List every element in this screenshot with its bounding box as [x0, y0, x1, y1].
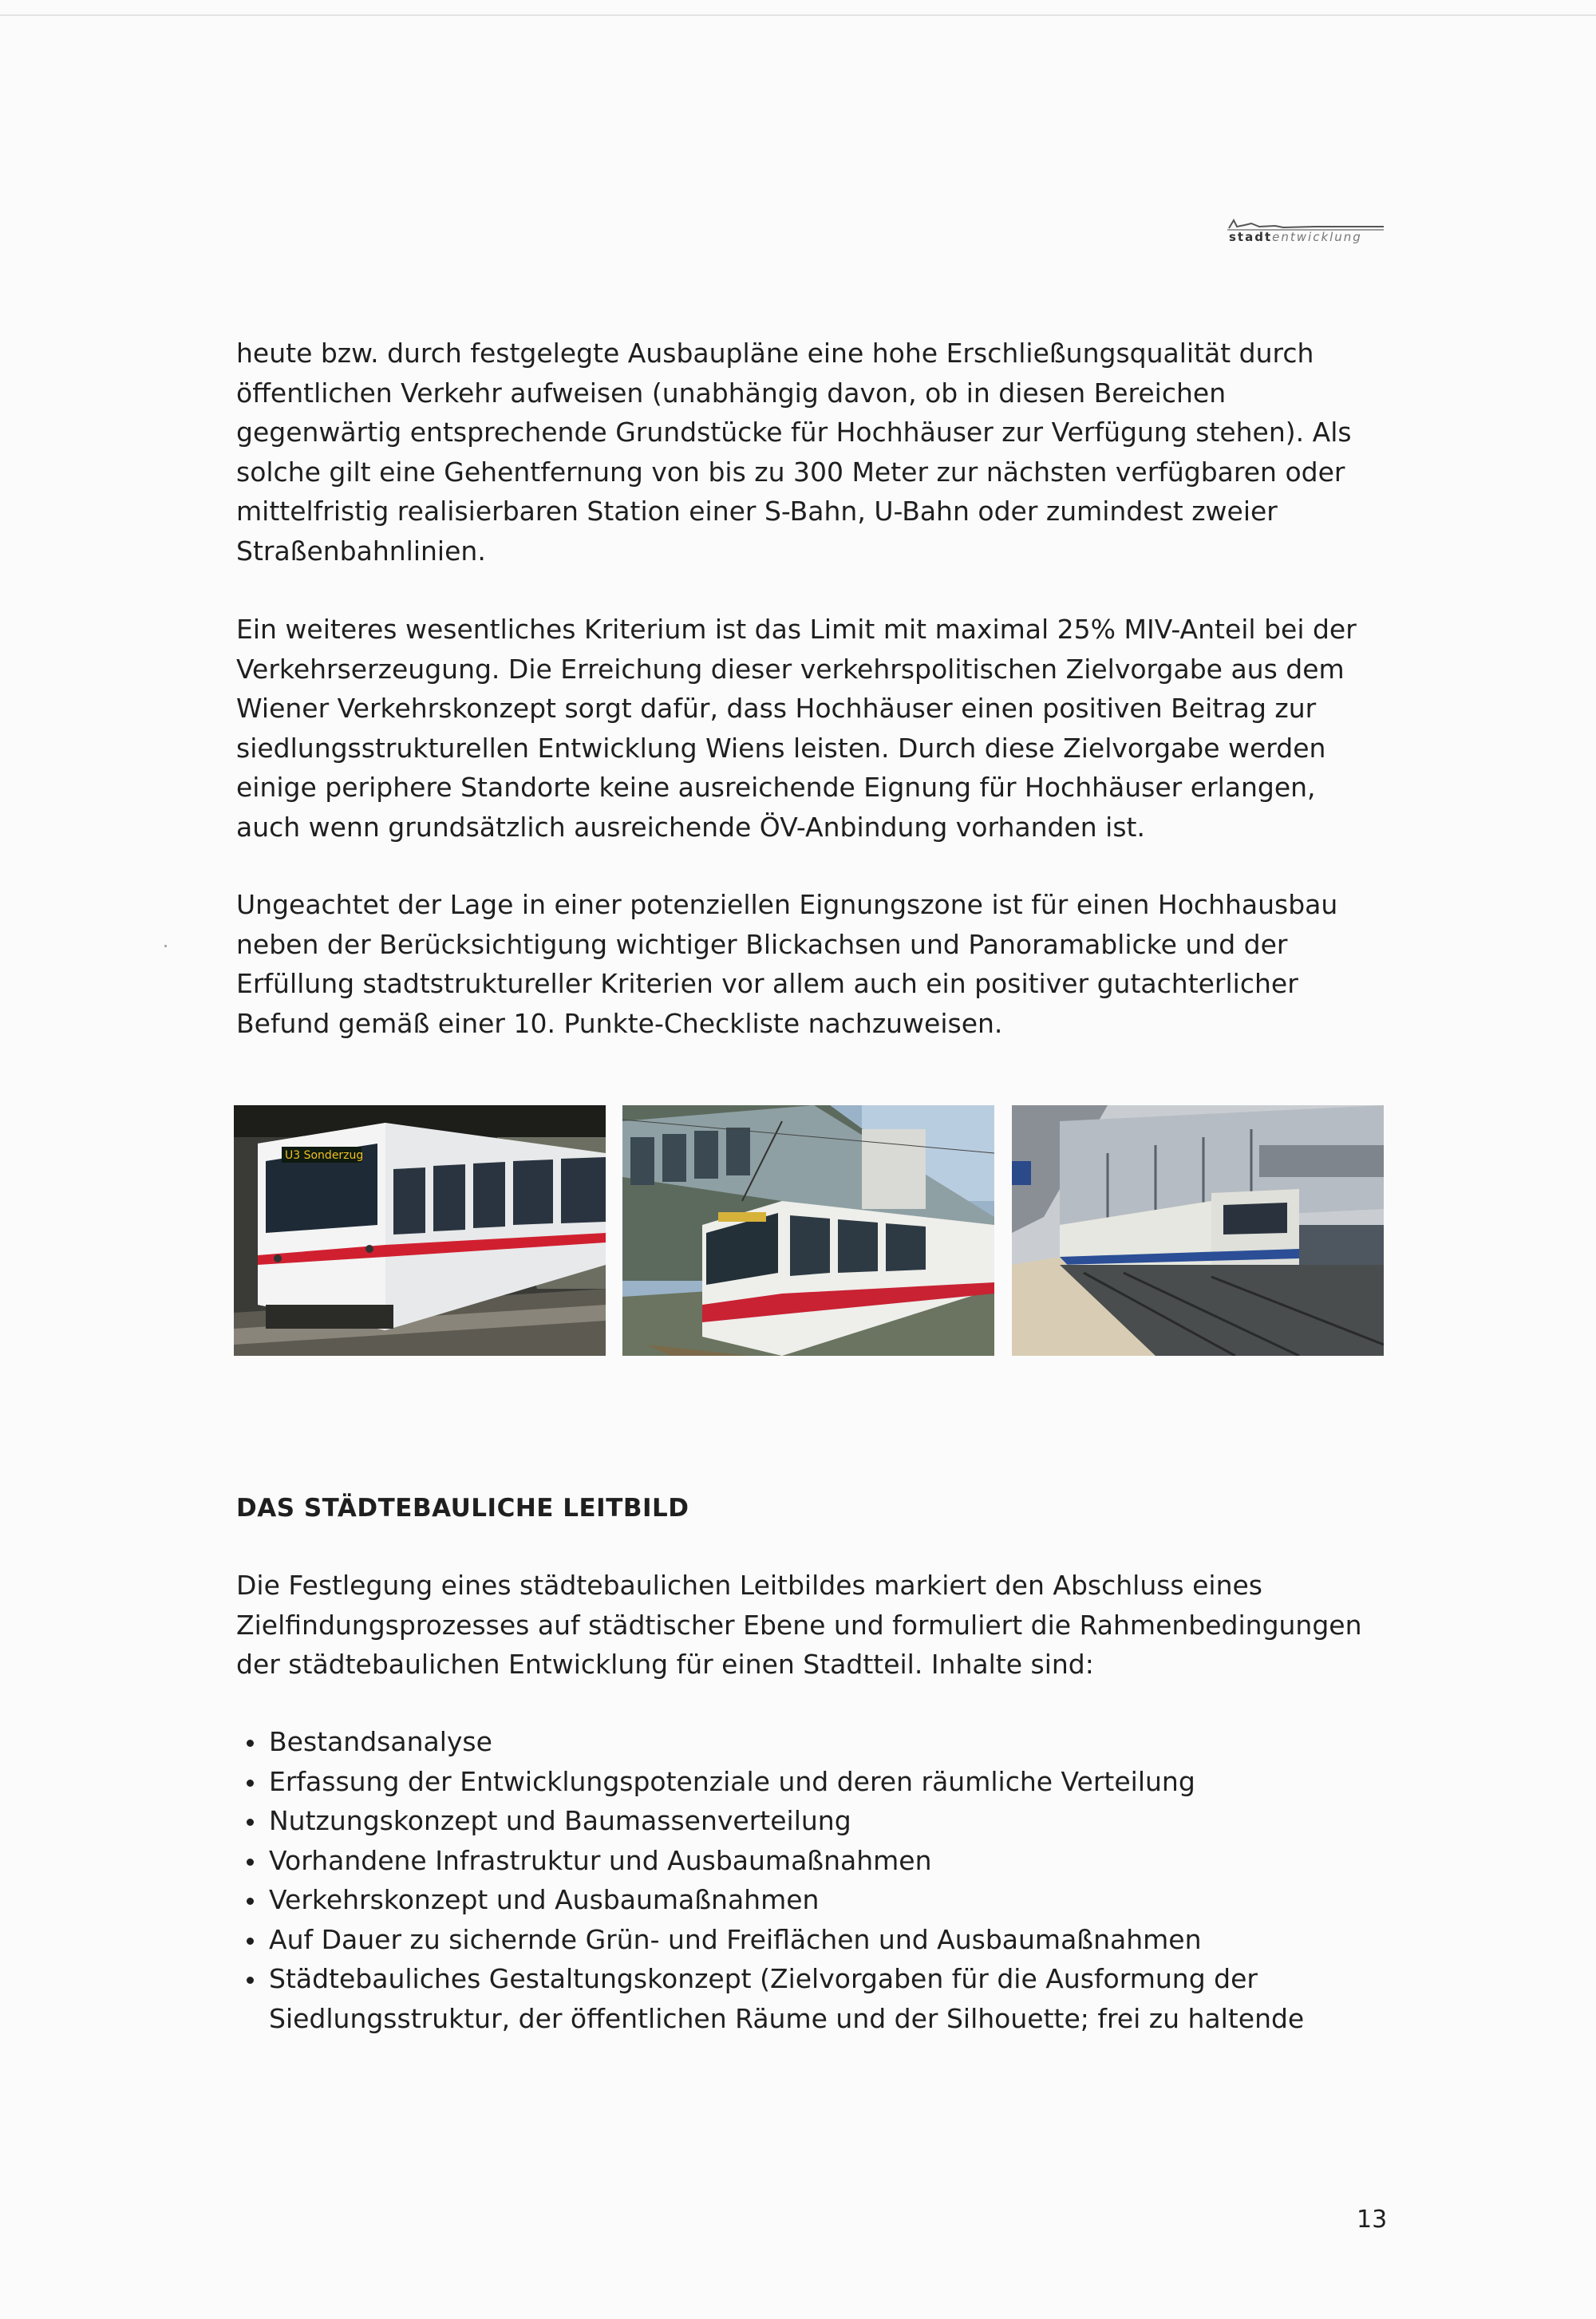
section-intro: Die Festlegung eines städtebaulichen Leitbildes markiert den Abschluss eines Zielfindungsprozesses auf städtischer Ebene und formuliert die Rahmenbedingungen der städtebaulichen Entwicklung für einen Stadtteil. Inhalte sind: [236, 1570, 1362, 1680]
stadtentwicklung-logo [1227, 209, 1384, 247]
list-item: Erfassung der Entwicklungspotenziale und deren räumliche Verteilung [236, 1762, 1377, 1802]
photo-tram [622, 1105, 994, 1356]
destination-display: U3 Sonderzug [285, 1149, 364, 1162]
content-list [236, 1722, 1377, 2038]
list-item: Auf Dauer zu sichernde Grün- und Freiflächen und Ausbaumaßnahmen [236, 1920, 1377, 1960]
photo-commuter-train [1012, 1105, 1384, 1356]
paragraph-traffic-limit: Ein weiteres wesentliches Kriterium ist das Limit mit maximal 25% MIV-Anteil bei der Verkehrserzeugung. Die Erreichung dieser verkehrspolitischen Zielvorgabe aus dem Wiener Verkehrskonzept sorgt dafür, dass Hochhäuser einen positiven Beitrag zur siedlungsstrukturellen Entwicklung Wiens leisten. Durch diese Zielvorgabe werden einige periphere Standorte keine ausreichende Eignung für Hochhäuser erlangen, auch wenn grundsätzlich ausreichende ÖV-Anbindung vorhanden ist. [236, 614, 1357, 843]
list-item: Städtebauliches Gestaltungskonzept (Zielvorgaben für die Ausformung der Siedlungsstruktur, der öffentlichen Räume und der Silhouette; frei zu haltende [236, 1959, 1377, 2038]
scan-speck [164, 945, 167, 947]
photo-subway-train [234, 1105, 606, 1356]
paragraph-access-quality: heute bzw. durch festgelegte Ausbaupläne eine hohe Erschließungsqualität durch öffentlichen Verkehr aufweisen (unabhängig davon, ob in diesen Bereichen gegenwärtig entsprechende Grundstücke für Hochhäuser zur Verfügung stehen). Als solche gilt eine Gehentfernung von bis zu 300 Meter zur nächsten verfügbaren oder mittelfristig realisierbaren Station einer S-Bahn, U-Bahn oder zumindest zweier Straßenbahnlinien. [236, 338, 1352, 567]
logo-bold-text: stadt [1229, 230, 1273, 244]
list-item: Nutzungskonzept und Baumassenverteilung [236, 1801, 1377, 1841]
paragraph-checklist: Ungeachtet der Lage in einer potenziellen Eignungszone ist für einen Hochhausbau neben der Berücksichtigung wichtiger Blickachsen und Panoramablicke und der Erfüllung stadtstruktureller Kriterien vor allem auch ein positiver gutachterlicher Befund gemäß einer 10. Punkte-Checkliste nachzuweisen. [236, 889, 1338, 1039]
section-heading: DAS STÄDTEBAULICHE LEITBILD [236, 1494, 689, 1523]
page-number: 13 [1357, 2206, 1388, 2234]
list-item: Verkehrskonzept und Ausbaumaßnahmen [236, 1880, 1377, 1920]
list-item: Vorhandene Infrastruktur und Ausbaumaßnahmen [236, 1841, 1377, 1881]
page-edge [0, 14, 1596, 16]
logo-italic-text: entwicklung [1272, 230, 1362, 244]
list-item: Bestandsanalyse [236, 1722, 1377, 1762]
logo-wordmark [1229, 230, 1362, 244]
